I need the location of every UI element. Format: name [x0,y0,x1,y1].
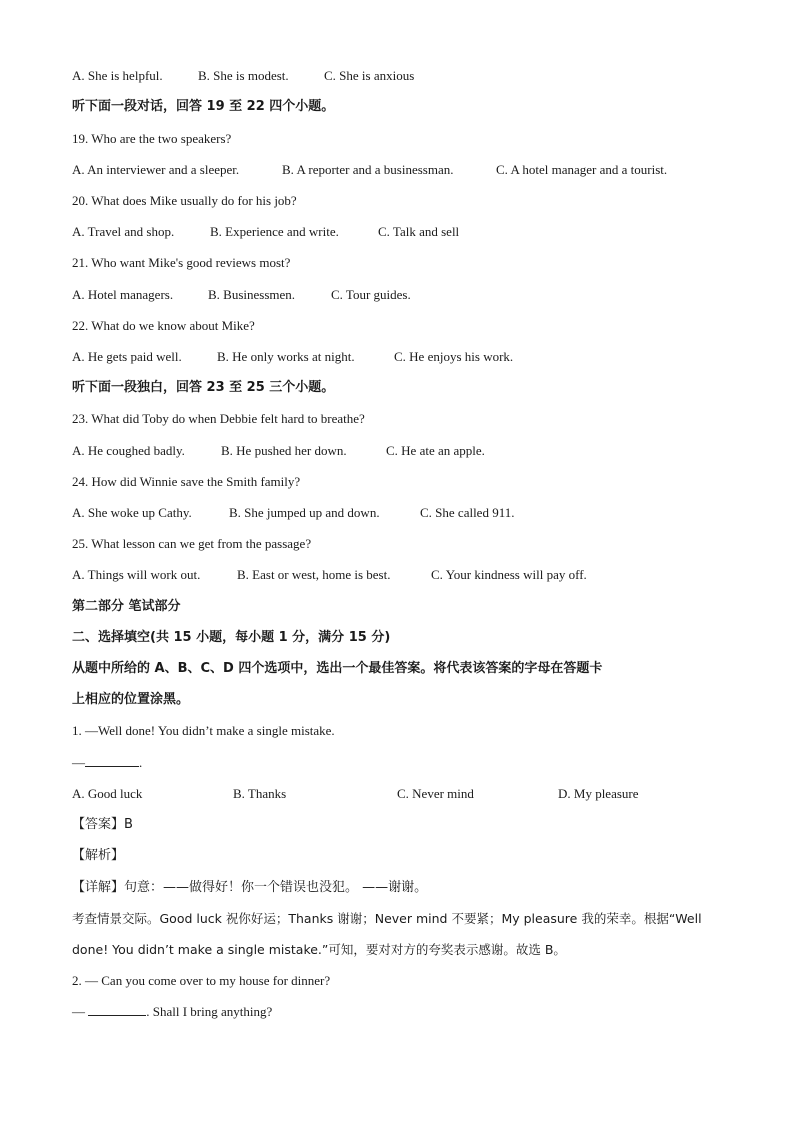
option-c: C. He ate an apple. [386,443,485,458]
w1-analysis-label: 【解析】 [72,848,125,863]
option-b: B. Thanks [233,786,287,801]
answer-blank [88,1003,146,1016]
option-d: D. My pleasure [558,786,639,801]
option-a: A. She is helpful. [72,68,163,83]
option-b: B. She jumped up and down. [229,505,380,520]
option-b: B. He only works at night. [217,349,355,364]
option-b: B. East or west, home is best. [237,567,391,582]
q22-stem: 22. What do we know about Mike? [72,318,255,333]
part2-section-heading: 二、选择填空(共 15 小题，每小题 1 分，满分 15 分) [72,630,391,645]
reply-dash: — [72,1004,89,1019]
option-c: C. Your kindness will pay off. [431,567,587,582]
w1-explanation-line2: done! You didn’t make a single mistake.”可知，要对对方的夸奖表示感谢。故选 B。 [72,942,566,957]
option-a: A. Good luck [72,786,143,801]
q19-stem: 19. Who are the two speakers? [72,131,232,146]
q23-stem: 23. What did Toby do when Debbie felt hard to breathe? [72,411,365,426]
option-a: A. Things will work out. [72,567,201,582]
option-c: C. Talk and sell [378,224,460,239]
option-b: B. She is modest. [198,68,289,83]
w1-explanation-line1: 考查情景交际。Good luck 祝你好运；Thanks 谢谢；Never mind 不要紧；My pleasure 我的荣幸。根据“Well [72,911,702,926]
option-c: C. She is anxious [324,68,415,83]
option-a: A. Hotel managers. [72,287,174,302]
option-c: C. Never mind [397,786,474,801]
w1-answer: 【答案】B [72,817,133,832]
part2-title: 第二部分 笔试部分 [72,599,181,614]
w2-reply [72,1003,754,1021]
q21-stem: 21. Who want Mike's good reviews most? [72,255,291,270]
option-a: A. An interviewer and a sleeper. [72,162,240,177]
option-a: A. He coughed badly. [72,443,185,458]
option-a: A. Travel and shop. [72,224,175,239]
option-c: C. A hotel manager and a tourist. [496,162,668,177]
option-a: A. He gets paid well. [72,349,182,364]
q24-stem: 24. How did Winnie save the Smith family? [72,474,301,489]
option-b: B. Experience and write. [210,224,339,239]
section-heading-23-25: 听下面一段独白，回答 23 至 25 三个小题。 [72,380,335,395]
reply-end: . [139,755,143,770]
reply-dash: — [72,755,85,770]
part2-instruction-line1: 从题中所给的 A、B、C、D 四个选项中，选出一个最佳答案。将代表该答案的字母在答题卡 [72,661,603,676]
w1-reply [72,754,754,772]
option-c: C. Tour guides. [331,287,411,302]
w1-detail: 【详解】句意：——做得好！你一个错误也没犯。 ——谢谢。 [72,880,428,895]
option-b: B. Businessmen. [208,287,296,302]
w1-stem: 1. —Well done! You didn’t make a single mistake. [72,723,335,738]
reply-end: . Shall I bring anything? [146,1004,273,1019]
option-b: B. He pushed her down. [221,443,347,458]
answer-blank [85,754,139,767]
option-c: C. She called 911. [420,505,515,520]
option-a: A. She woke up Cathy. [72,505,192,520]
part2-instruction-line2: 上相应的位置涂黑。 [72,692,190,707]
option-c: C. He enjoys his work. [394,349,514,364]
section-heading-19-22: 听下面一段对话，回答 19 至 22 四个小题。 [72,99,335,114]
q25-stem: 25. What lesson can we get from the passage? [72,536,312,551]
w2-stem: 2. — Can you come over to my house for dinner? [72,973,331,988]
q20-stem: 20. What does Mike usually do for his job? [72,193,297,208]
option-b: B. A reporter and a businessman. [282,162,454,177]
